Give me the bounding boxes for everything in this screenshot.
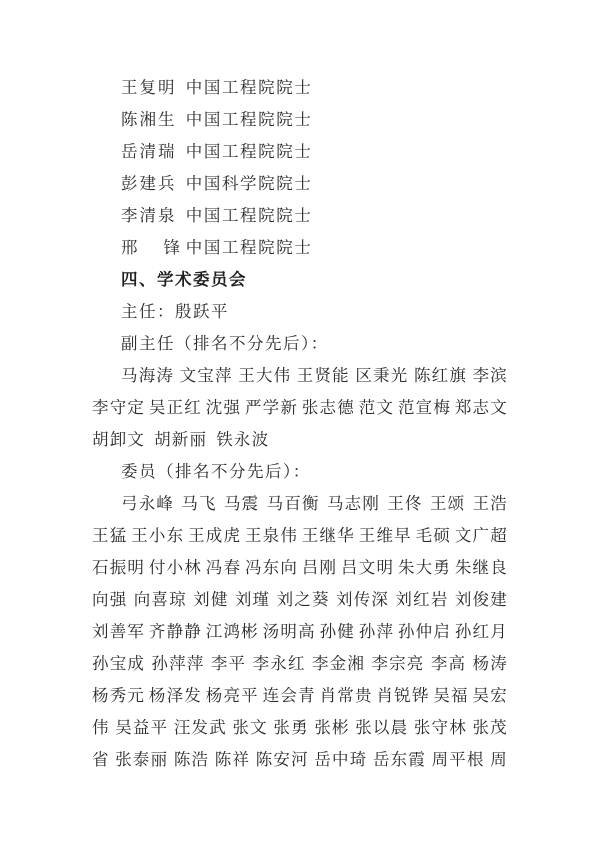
- person-title: 中国科学院院士: [185, 174, 313, 193]
- person-name: 孙萍: [358, 622, 395, 641]
- member-names-row: [92, 648, 508, 680]
- person-name: 吕刚: [301, 558, 338, 577]
- section-heading: 四、学术委员会: [121, 270, 247, 289]
- person-name: 胡卸文: [92, 430, 146, 449]
- person-name: 王成虎: [188, 526, 242, 545]
- person-name: 张文: [232, 718, 268, 737]
- person-name: 王泉伟: [244, 526, 299, 545]
- person-name: 吴益平: [115, 718, 169, 737]
- person-name: 刘善军: [92, 622, 146, 641]
- person-name: 肖常贵: [319, 686, 373, 705]
- person-name: 刘俊建: [454, 590, 508, 609]
- person-name: 肖锐铧: [376, 686, 430, 705]
- person-name: 孙健: [319, 622, 355, 641]
- person-name: 王复明: [121, 78, 177, 97]
- person-name: 陈红旗: [413, 366, 468, 385]
- person-name: 刘健: [193, 590, 229, 609]
- member-names-row: [92, 488, 508, 520]
- person-name: 范宣梅: [397, 398, 452, 417]
- person-name: 杨涛: [472, 654, 508, 673]
- person-name: 铁永波: [216, 430, 270, 449]
- person-name: 岳东霞: [372, 750, 427, 769]
- person-name: 汤明高: [262, 622, 316, 641]
- person-name: 连会青: [262, 686, 316, 705]
- person-name: 文广超: [454, 526, 508, 545]
- person-title: 中国工程院院士: [185, 142, 313, 161]
- person-name: 王小东: [131, 526, 185, 545]
- document-page: [92, 72, 508, 776]
- person-name: 范文: [358, 398, 395, 417]
- person-title: 中国工程院院士: [185, 78, 313, 97]
- person-name: 区秉光: [355, 366, 409, 385]
- academician-row: [92, 136, 508, 168]
- person-name: 周: [490, 750, 508, 769]
- person-name: 王浩: [472, 494, 508, 513]
- person-name: 江鸿彬: [205, 622, 259, 641]
- academician-row: [92, 104, 508, 136]
- director-name: 殷跃平: [175, 302, 229, 321]
- member-names-row: [92, 520, 508, 552]
- person-name: 王颂: [429, 494, 466, 513]
- person-name: 李守定: [92, 398, 146, 417]
- person-name: 陈安河: [255, 750, 309, 769]
- academician-row: [92, 232, 508, 264]
- member-names-row: [92, 584, 508, 616]
- person-name: 马百衡: [266, 494, 320, 513]
- person-name-first: 邢: [121, 238, 138, 257]
- person-name: 胡新丽: [154, 430, 208, 449]
- person-name: 吴宏: [472, 686, 508, 705]
- director-label: 主任：: [121, 302, 175, 321]
- person-name: 马震: [223, 494, 260, 513]
- deputy-names-row: [92, 424, 508, 456]
- person-name-last: 锋: [163, 238, 180, 257]
- person-name: 李永红: [252, 654, 306, 673]
- person-name: [121, 232, 179, 264]
- academician-row: [92, 168, 508, 200]
- person-title: 中国工程院院士: [185, 238, 313, 257]
- person-name: 李滨: [472, 366, 508, 385]
- person-name: 马海涛: [121, 366, 175, 385]
- person-name: 岳清瑞: [121, 142, 177, 161]
- person-name: 付小林: [148, 558, 202, 577]
- person-name: 刘红岩: [395, 590, 449, 609]
- person-name: 马志刚: [326, 494, 381, 513]
- person-name: 杨亮平: [205, 686, 259, 705]
- deputy-names-row: [92, 392, 508, 424]
- person-name: 严学新: [244, 398, 299, 417]
- person-title: 中国工程院院士: [185, 110, 313, 129]
- person-name: 彭建兵: [121, 174, 177, 193]
- person-name: 张志德: [301, 398, 355, 417]
- person-name: 王贤能: [296, 366, 350, 385]
- member-names-row: [92, 680, 508, 712]
- person-name: 刘传深: [336, 590, 390, 609]
- person-name: 王大伟: [238, 366, 292, 385]
- person-name: 李金湘: [311, 654, 366, 673]
- person-name: 张茂: [472, 718, 508, 737]
- person-name: 弓永峰: [121, 494, 175, 513]
- person-name: 孙萍萍: [151, 654, 205, 673]
- deputy-names-row: [92, 360, 508, 392]
- person-name: 毛硕: [415, 526, 452, 545]
- person-name: 汪发武: [173, 718, 227, 737]
- person-name: 马飞: [181, 494, 217, 513]
- person-name: 王维早: [358, 526, 412, 545]
- person-name: 冯春: [205, 558, 242, 577]
- person-name: 吕文明: [341, 558, 395, 577]
- person-name: 李平: [210, 654, 247, 673]
- person-name: 陈湘生: [121, 110, 177, 129]
- person-name: 杨泽发: [148, 686, 202, 705]
- person-name: 陈祥: [214, 750, 251, 769]
- person-name: 朱大勇: [397, 558, 452, 577]
- person-name: 沈强: [205, 398, 242, 417]
- person-name: 李清泉: [121, 206, 177, 225]
- person-name: 张勇: [273, 718, 309, 737]
- person-name: 朱继良: [454, 558, 508, 577]
- member-names-row: [92, 712, 508, 744]
- person-name: 吴正红: [148, 398, 202, 417]
- person-name: 刘瑾: [234, 590, 271, 609]
- person-name: 周平根: [431, 750, 485, 769]
- person-name: 郑志文: [454, 398, 508, 417]
- person-name: 张以晨: [355, 718, 409, 737]
- academician-row: [92, 200, 508, 232]
- person-name: 王继华: [301, 526, 355, 545]
- person-name: 伟: [92, 718, 110, 737]
- person-name: 张泰丽: [115, 750, 169, 769]
- member-names-row: [92, 616, 508, 648]
- academician-row: [92, 72, 508, 104]
- director-line: [92, 296, 508, 328]
- person-name: 石振明: [92, 558, 146, 577]
- person-name: 齐静静: [148, 622, 202, 641]
- person-title: 中国工程院院士: [185, 206, 313, 225]
- person-name: 文宝萍: [179, 366, 233, 385]
- person-name: 李高: [430, 654, 467, 673]
- deputy-label: 副主任（排名不分先后）：: [121, 334, 329, 353]
- person-name: 向喜琼: [133, 590, 187, 609]
- person-name: 刘之葵: [276, 590, 330, 609]
- person-name: 王猛: [92, 526, 128, 545]
- person-name: 冯东向: [244, 558, 299, 577]
- person-name: 张守林: [413, 718, 467, 737]
- person-name: 陈浩: [173, 750, 210, 769]
- person-name: 孙宝成: [92, 654, 146, 673]
- person-name: 孙红月: [454, 622, 508, 641]
- person-name: 李宗亮: [371, 654, 425, 673]
- member-names-row: [92, 744, 508, 776]
- members-label: 委员（排名不分先后）：: [121, 462, 311, 481]
- person-name: 吴福: [433, 686, 469, 705]
- person-name: 岳中琦: [314, 750, 368, 769]
- person-name: 省: [92, 750, 110, 769]
- person-name: 向强: [92, 590, 128, 609]
- person-name: 孙仲启: [397, 622, 452, 641]
- person-name: 张彬: [314, 718, 350, 737]
- member-names-row: [92, 552, 508, 584]
- person-name: 杨秀元: [92, 686, 146, 705]
- person-name: 王佟: [387, 494, 423, 513]
